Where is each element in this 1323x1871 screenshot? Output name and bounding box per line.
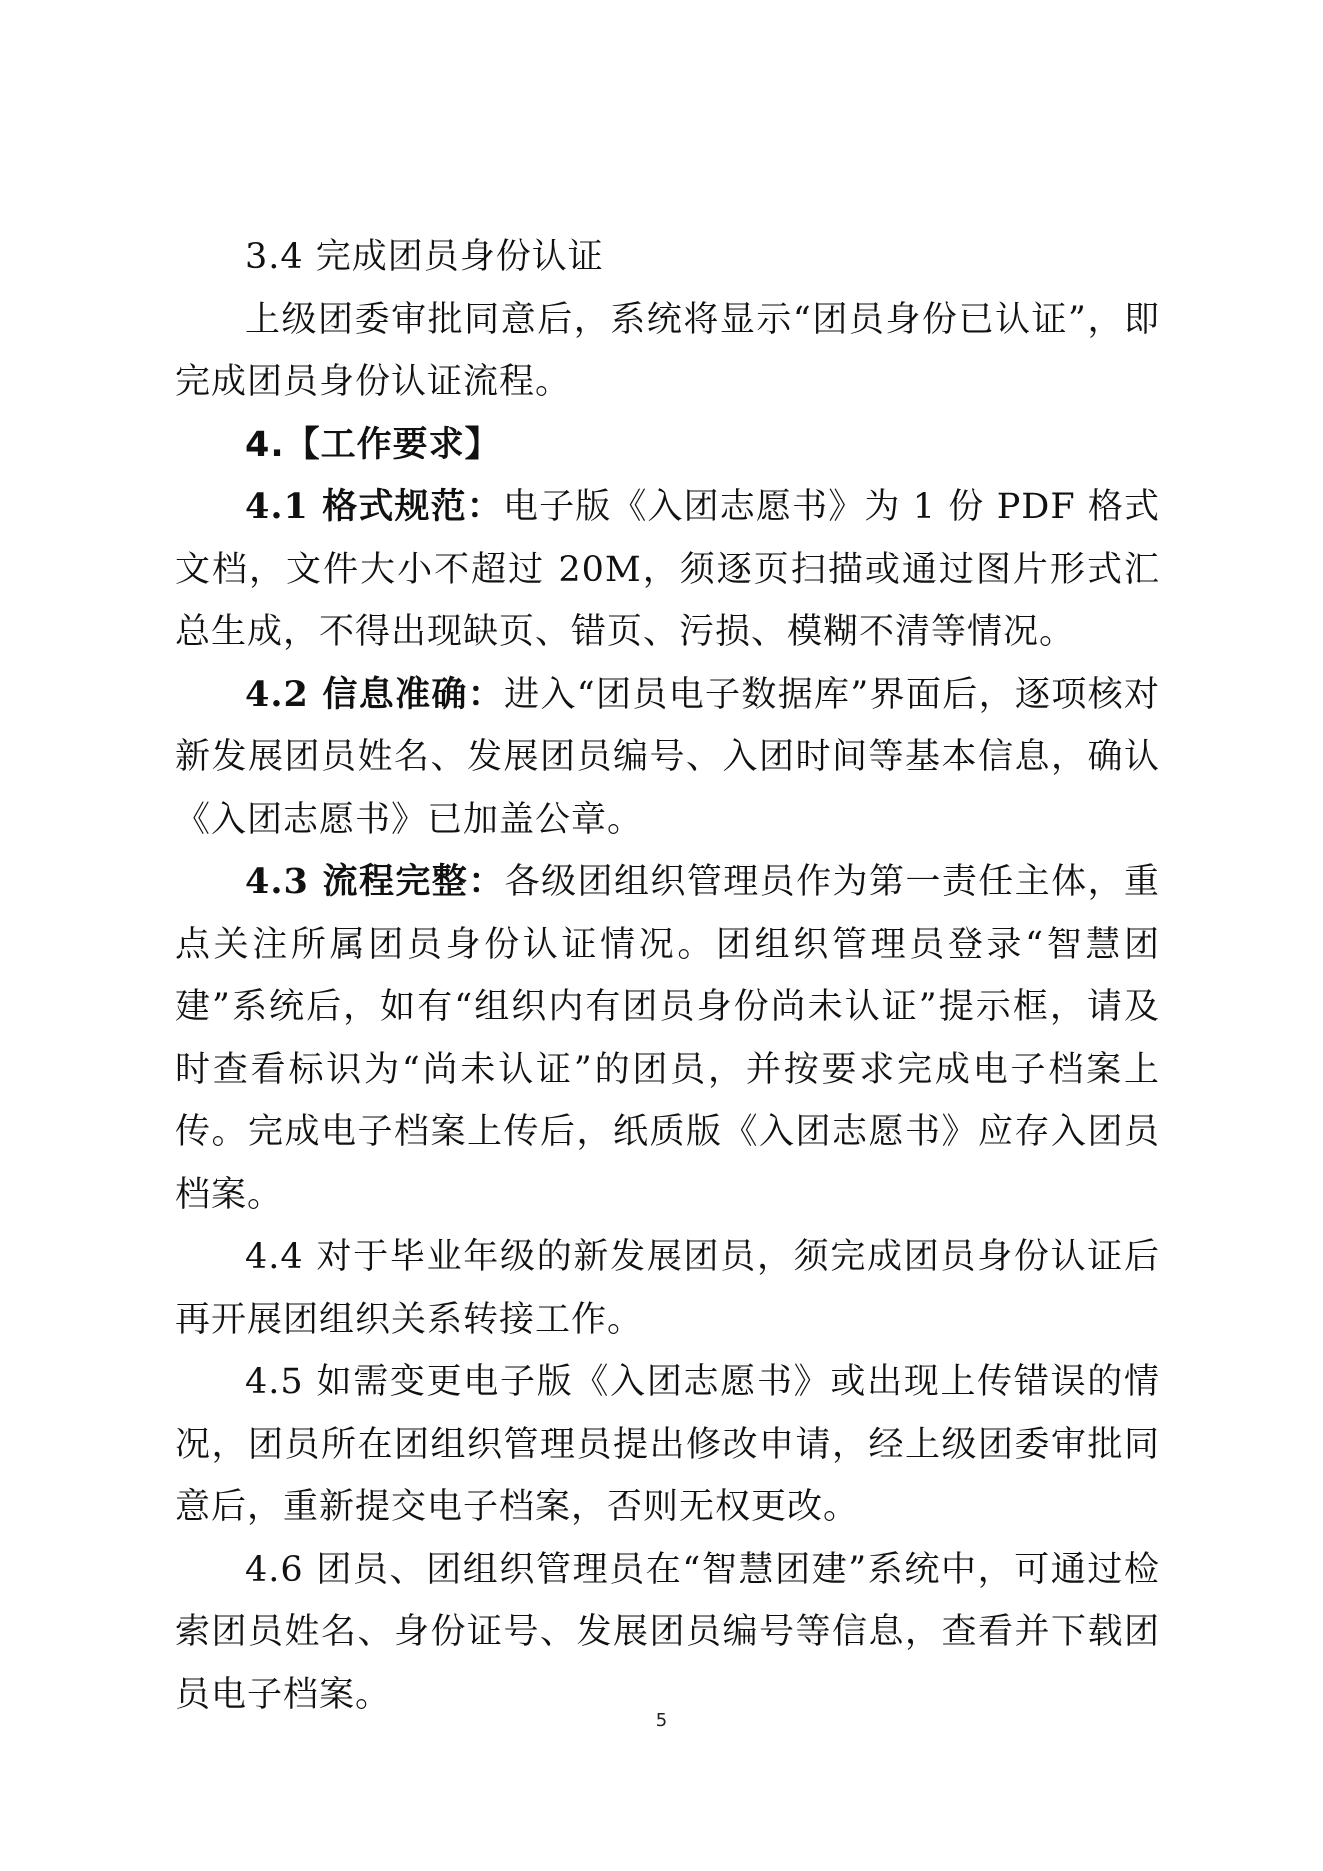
section-3-4-body: 上级团委审批同意后，系统将显示“团员身份已认证”，即完成团员身份认证流程。 xyxy=(175,299,1160,402)
section-4-1 xyxy=(175,476,1160,664)
section-4-2 xyxy=(175,664,1160,852)
section-4-3 xyxy=(175,851,1160,1226)
section-4-2-text: 进入“团员电子数据库”界面后，逐项核对新发展团员姓名、发展团员编号、入团时间等基本信息，确认《入团志愿书》已加盖公章。 xyxy=(175,674,1160,840)
section-4-1-text: 电子版《入团志愿书》为 1 份 PDF 格式文档，文件大小不超过 20M，须逐页扫描或通过图片形式汇总生成，不得出现缺页、错页、污损、模糊不清等情况。 xyxy=(175,487,1161,652)
section-4-1-label: 4.1 格式规范： xyxy=(245,486,503,527)
section-4-3-text: 各级团组织管理员作为第一责任主体，重点关注所属团员身份认证情况。团组织管理员登录“智慧团建”系统后，如有“组织内有团员身份尚未认证”提示框，请及时查看标识为“尚未认证”的团员，并按要求完成电子档案上传。完成电子档案上传后，纸质版《入团志愿书》应存入团员档案。 xyxy=(175,862,1160,1215)
section-3-4-heading: 3.4 完成团员身份认证 xyxy=(245,237,604,277)
section-4-heading: 4.【工作要求】 xyxy=(245,424,501,465)
section-4-5: 4.5 如需变更电子版《入团志愿书》或出现上传错误的情况，团员所在团组织管理员提出修改申请，经上级团委审批同意后，重新提交电子档案，否则无权更改。 xyxy=(175,1362,1160,1527)
section-4-6: 4.6 团员、团组织管理员在“智慧团建”系统中，可通过检索团员姓名、身份证号、发展团员编号等信息，查看并下载团员电子档案。 xyxy=(175,1549,1160,1715)
section-4-2-label: 4.2 信息准确： xyxy=(245,673,505,715)
document-body xyxy=(175,226,1160,1726)
section-4-3-label: 4.3 流程完整： xyxy=(245,861,505,902)
section-4-4: 4.4 对于毕业年级的新发展团员，须完成团员身份认证后再开展团组织关系转接工作。 xyxy=(175,1237,1160,1340)
page-number: 5 xyxy=(655,1710,668,1731)
